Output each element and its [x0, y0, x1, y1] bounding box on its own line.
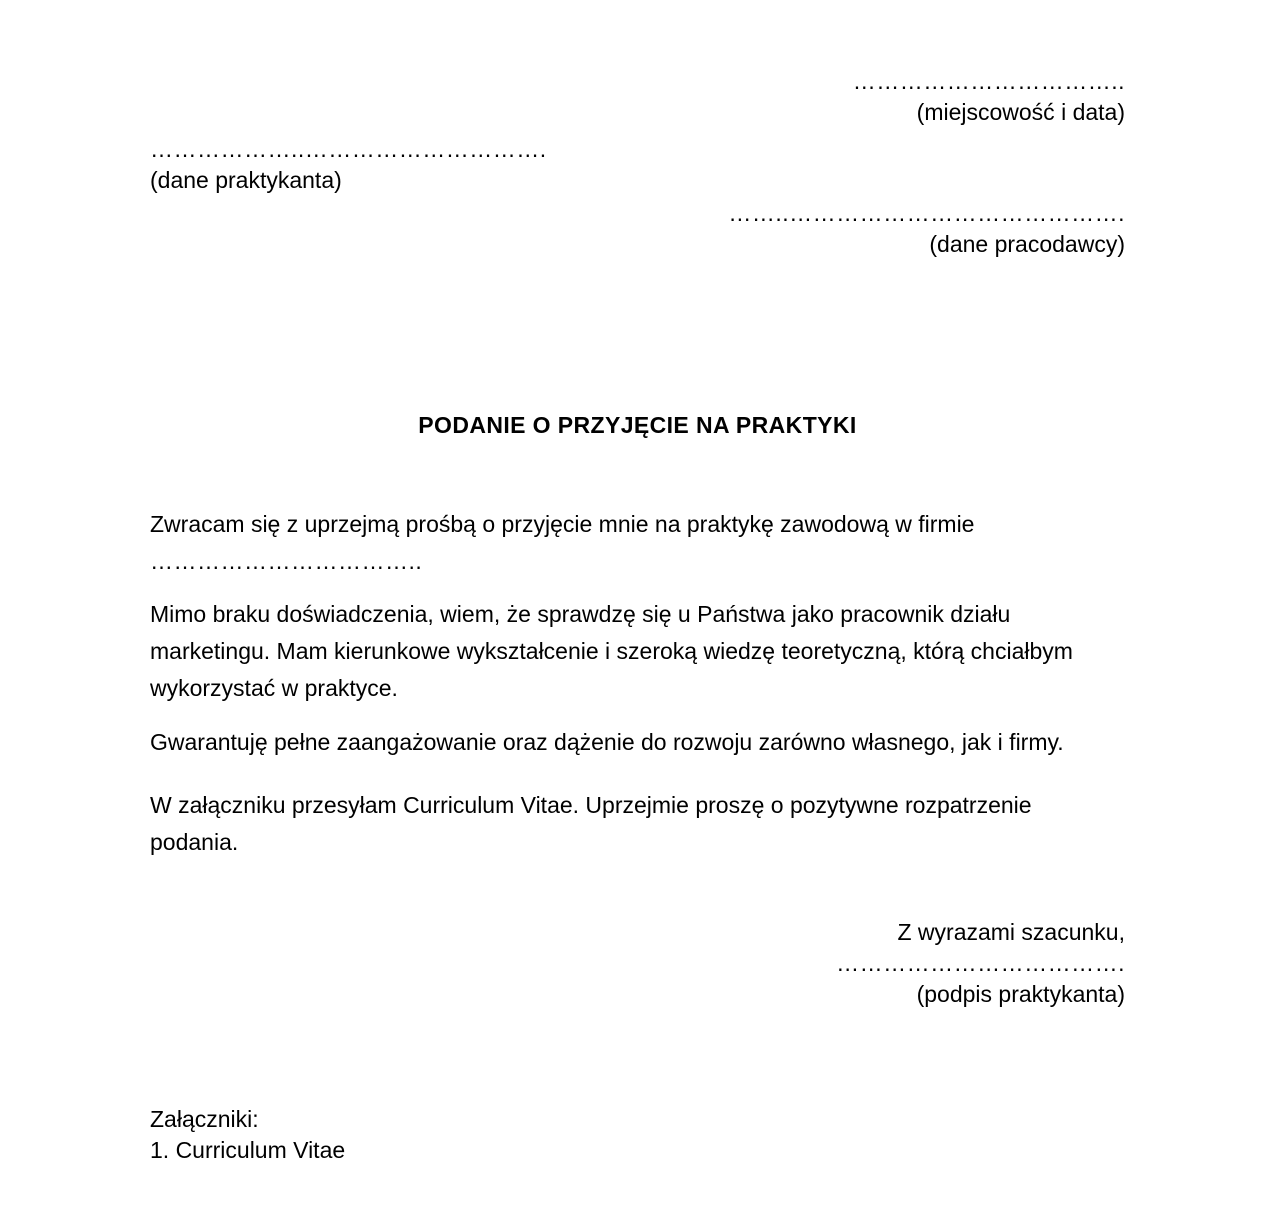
paragraph-guarantee: Gwarantuję pełne zaangażowanie oraz dążenie do rozwoju zarówno własnego, jak i firmy. [150, 729, 1064, 755]
employer-data-fill-line: ……..……………………………………. [728, 200, 1125, 226]
company-name-fill-line: …………………………….. [150, 548, 423, 574]
place-date-fill-line: …………………………….. [852, 68, 1125, 94]
applicant-data-fill-line: ………………..…………………………. [150, 136, 547, 162]
closing-phrase: Z wyrazami szacunku, [897, 919, 1125, 945]
paragraph-request-text: Zwracam się z uprzejmą prośbą o przyjęcie mnie na praktykę zawodową w firmie [150, 511, 975, 537]
attachments-block [150, 1104, 1125, 1166]
attachment-item: 1. Curriculum Vitae [150, 1137, 346, 1163]
applicant-data-block [150, 134, 1125, 196]
paragraph-attachment-note: W załączniku przesyłam Curriculum Vitae. Uprzejmie proszę o pozytywne rozpatrzenie podania. [150, 792, 1032, 855]
paragraph-request [150, 506, 1125, 580]
attachments-heading: Załączniki: [150, 1106, 259, 1132]
employer-data-label: (dane pracodawcy) [929, 231, 1125, 257]
signature-fill-line: ………………………………. [836, 950, 1125, 976]
signature-block [150, 917, 1125, 1010]
place-date-label: (miejscowość i data) [916, 99, 1125, 125]
employer-data-block [150, 198, 1125, 260]
applicant-data-label: (dane praktykanta) [150, 167, 342, 193]
paragraph-experience: Mimo braku doświadczenia, wiem, że sprawdzę się u Państwa jako pracownik działu marketingu. Mam kierunkowe wykształcenie i szeroką wiedzę teoretyczną, którą chciałbym wykorzystać w praktyce. [150, 601, 1073, 701]
document-title: PODANIE O PRZYJĘCIE NA PRAKTYKI [418, 412, 857, 438]
signature-label: (podpis praktykanta) [916, 981, 1125, 1007]
place-date-block [150, 66, 1125, 128]
